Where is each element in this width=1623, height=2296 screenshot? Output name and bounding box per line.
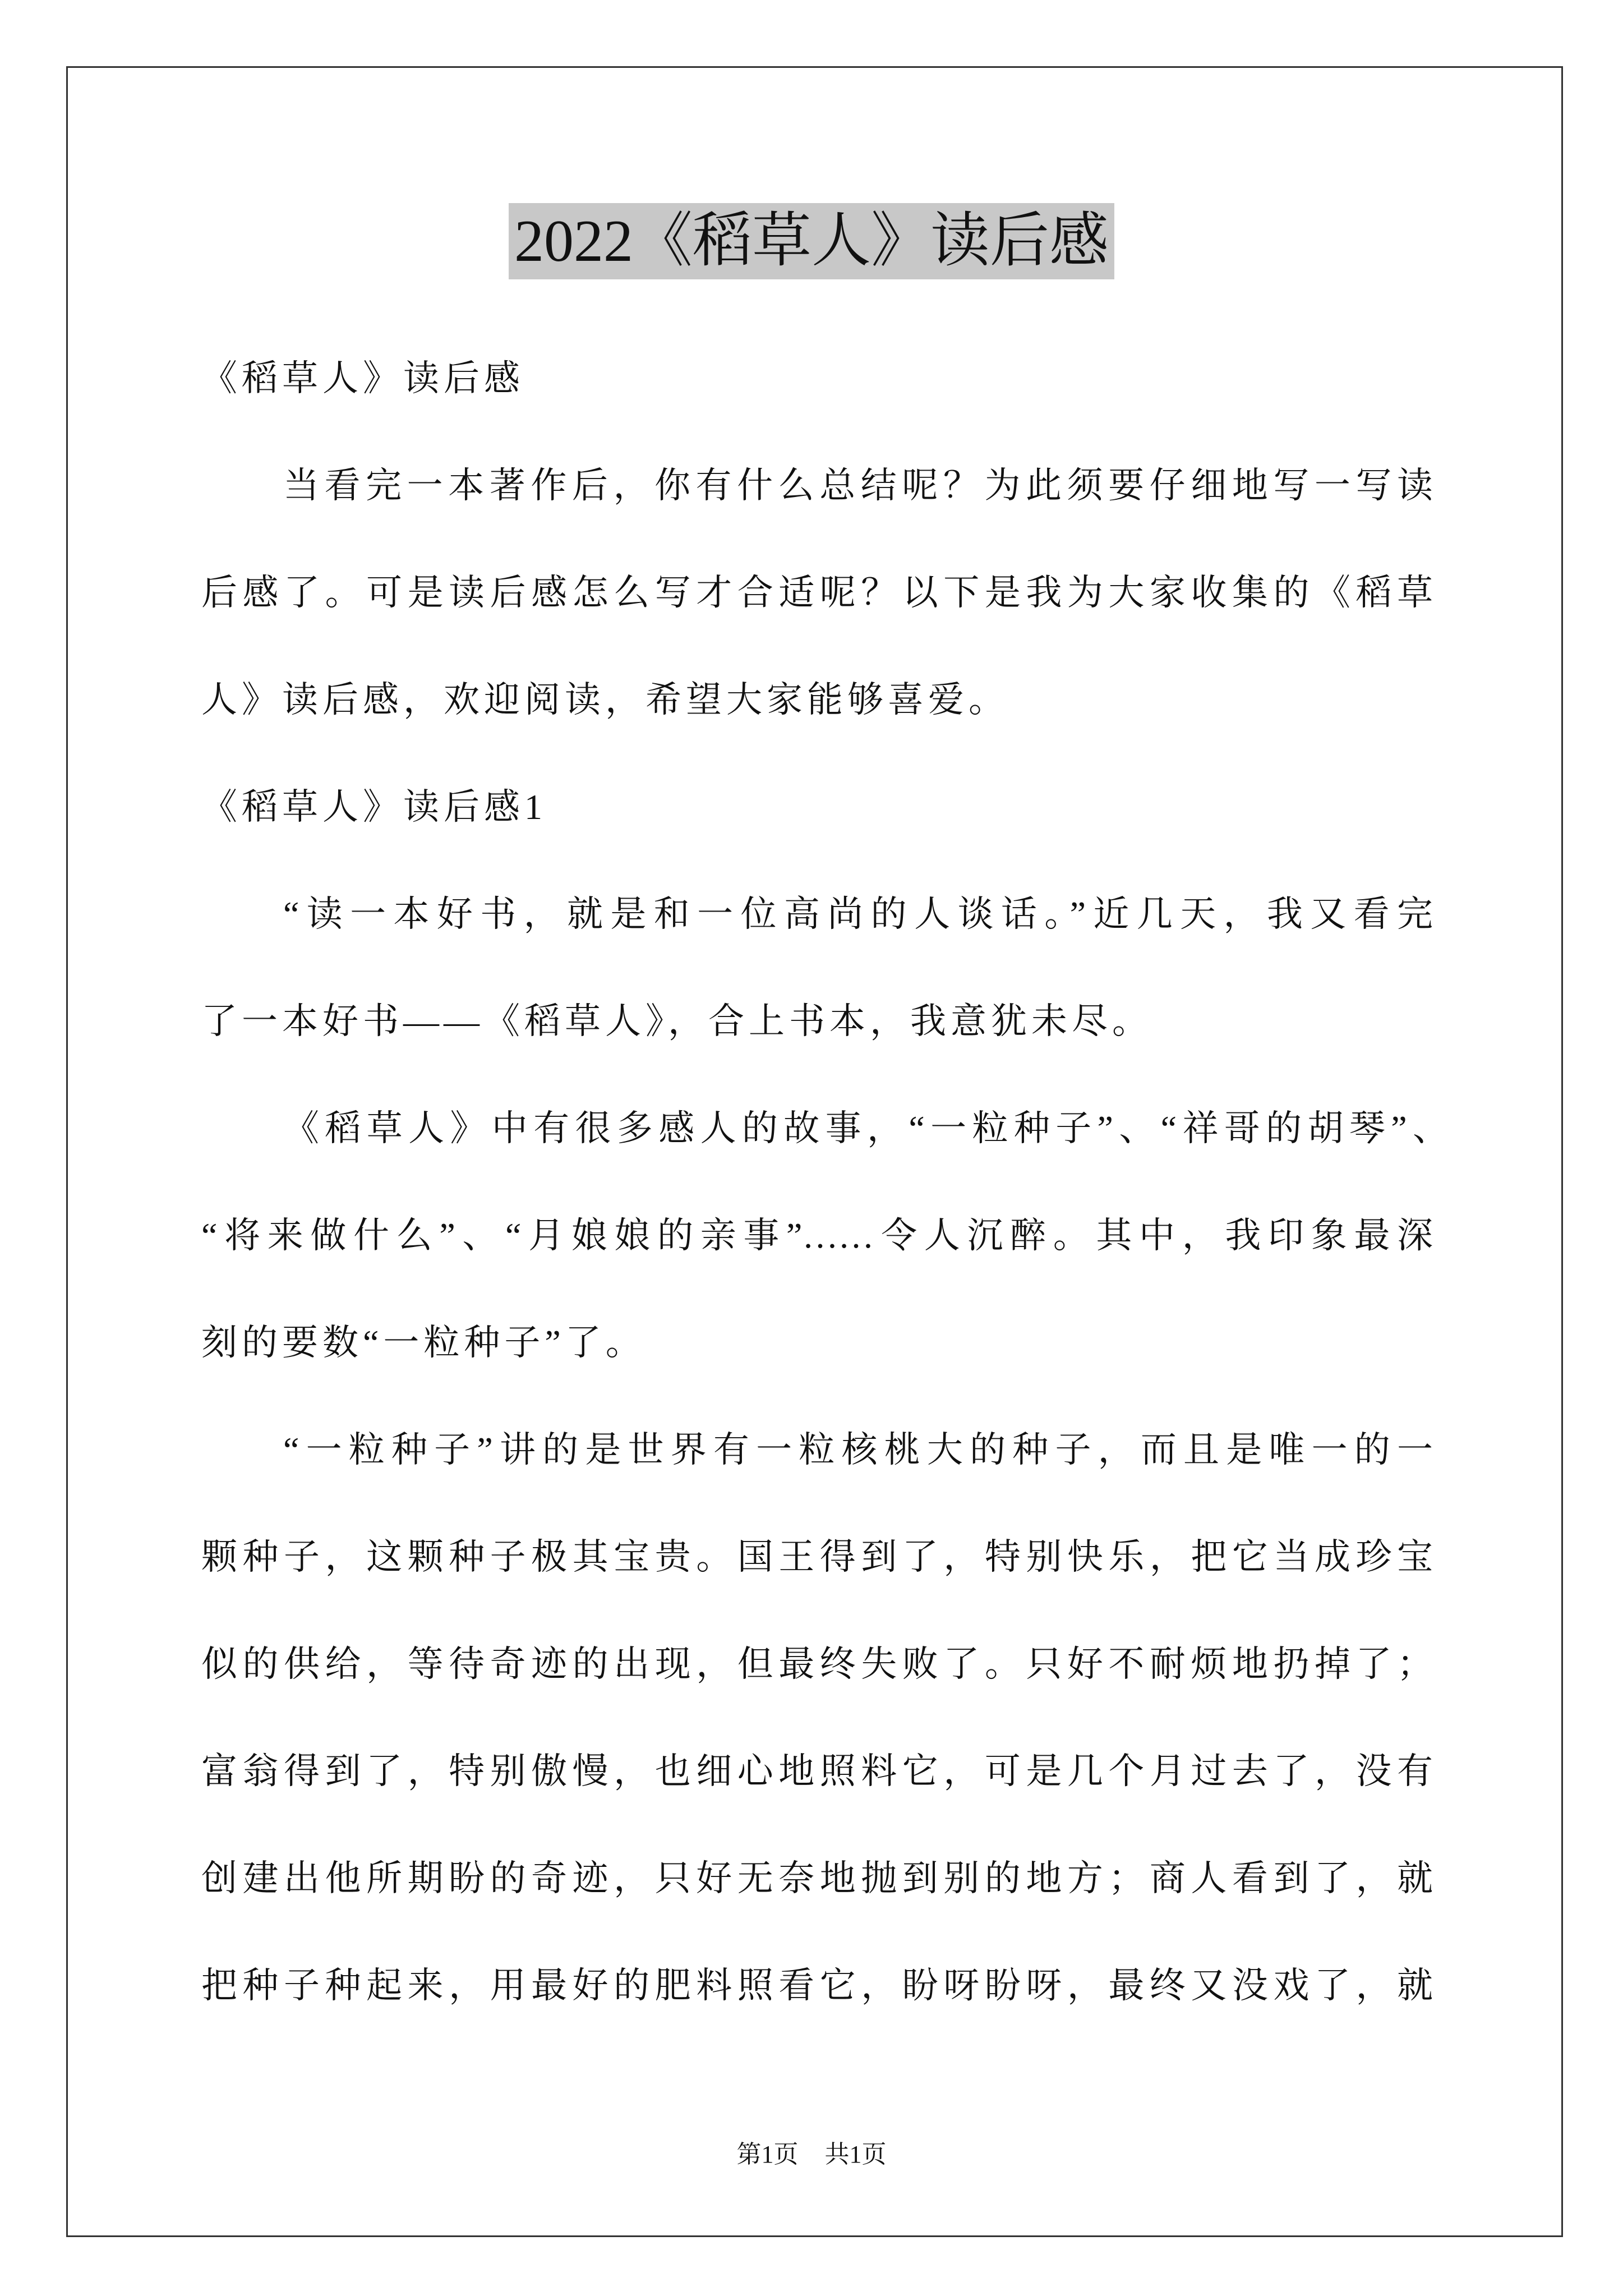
paragraph-line: 似的供给，等待奇迹的出现，但最终失败了。只好不耐烦地扔掉了；	[201, 1644, 1433, 1684]
paragraph	[201, 432, 1433, 753]
paragraph-line: 刻的要数“一粒种子”了。	[201, 1323, 646, 1363]
section-heading: 《稻草人》读后感1	[201, 787, 547, 827]
document-title: 2022《稻草人》读后感	[509, 203, 1114, 279]
paragraph-line: “一粒种子”讲的是世界有一粒核桃大的种子，而且是唯一的一	[283, 1430, 1433, 1470]
paragraph-line: 颗种子，这颗种子极其宝贵。国王得到了，特别快乐，把它当成珍宝	[201, 1537, 1433, 1577]
document-body	[201, 325, 1449, 2039]
paragraph-line: 把种子种起来，用最好的肥料照看它，盼呀盼呀，最终又没戏了，就	[201, 1966, 1433, 2005]
page-number: 第1页	[736, 2141, 799, 2168]
paragraph-line: 后感了。可是读后感怎么写才合适呢？以下是我为大家收集的《稻草	[201, 573, 1433, 613]
page-count: 共1页	[824, 2141, 887, 2168]
paragraph-line: “读一本好书，就是和一位高尚的人谈话。”近几天，我又看完	[283, 894, 1433, 934]
paragraph-line: “将来做什么”、“月娘娘的亲事”……令人沉醉。其中，我印象最深	[201, 1216, 1433, 1255]
paragraph-line: 人》读后感，欢迎阅读，希望大家能够喜爱。	[201, 680, 1009, 720]
paragraph	[201, 1075, 1449, 1396]
paragraph-line: 富翁得到了，特别傲慢，也细心地照料它，可是几个月过去了，没有	[201, 1751, 1433, 1791]
page-footer	[0, 2137, 1623, 2172]
section-heading: 《稻草人》读后感	[201, 358, 524, 398]
paragraph	[201, 861, 1433, 1075]
paragraph-line: 《稻草人》中有很多感人的故事，“一粒种子”、“祥哥的胡琴”、	[283, 1108, 1449, 1148]
paragraph-line: 了一本好书——《稻草人》，合上书本，我意犹未尽。	[201, 1001, 1152, 1041]
paragraph	[201, 1396, 1433, 2039]
paragraph-line: 当看完一本著作后，你有什么总结呢？为此须要仔细地写一写读	[283, 466, 1433, 505]
title-row	[0, 203, 1623, 279]
paragraph-line: 创建出他所期盼的奇迹，只好无奈地抛到别的地方；商人看到了，就	[201, 1858, 1433, 1898]
